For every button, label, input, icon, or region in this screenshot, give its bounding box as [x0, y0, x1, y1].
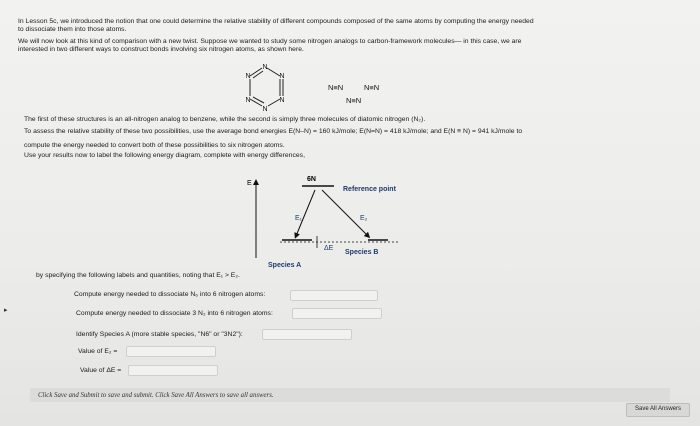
delta-e-label: ΔE: [324, 245, 334, 252]
body-line-1: The first of these structures is an all-nitrogen analog to benzene, while the second is simply three molecules of diatomic nitrogen (N₂).: [24, 116, 426, 123]
question-label-5: Value of ΔE =: [80, 367, 122, 374]
answer-field-dissociate-n6[interactable]: [290, 290, 378, 301]
body-line-4: Use your results now to label the following energy diagram, complete with energy differences,: [24, 152, 305, 159]
intro-line-3: We will now look at this kind of comparison with a new twist. Suppose we wanted to study some nitrogen analogs to carbon-framework molecules— in this case, we are: [18, 38, 522, 45]
specify-text: by specifying the following labels and quantities, noting that E₁ > E₂.: [36, 272, 240, 279]
structures-figure: [240, 58, 440, 114]
intro-line-2: to dissociate them into those atoms.: [18, 26, 127, 33]
ring-atom: N: [279, 73, 285, 80]
e2-label: E₂: [360, 215, 368, 222]
answer-field-dissociate-3n2[interactable]: [292, 308, 382, 319]
answer-field-e2[interactable]: [126, 346, 216, 357]
energy-diagram: [220, 170, 420, 274]
footer-instructions: Click Save and Submit to save and submit. Click Save All Answers to save all answers.: [38, 392, 274, 399]
ring-atom: N: [245, 73, 251, 80]
answer-field-species-a[interactable]: [262, 329, 352, 340]
intro-line-4: interested in two different ways to construct bonds involving six nitrogen atoms, as shown here.: [18, 46, 304, 53]
body-line-3: compute the energy needed to convert both of these possibilities to six nitrogen atoms.: [24, 142, 285, 149]
reference-level-label: 6N: [307, 176, 316, 183]
ring-atom: N: [262, 64, 268, 71]
n2-molecule: N≡N: [346, 96, 362, 105]
ring-atom: N: [279, 97, 285, 104]
question-label-3: Identify Species A (more stable species, "N6" or "3N2"):: [76, 331, 243, 338]
question-label-1: Compute energy needed to dissociate N₆ into 6 nitrogen atoms:: [74, 291, 266, 298]
ring-atom: N: [262, 106, 268, 113]
ring-atom: N: [245, 97, 251, 104]
intro-line-1: In Lesson 5c, we introduced the notion that one could determine the relative stability of different compounds composed of the same atoms by computing the energy needed: [18, 18, 534, 25]
energy-axis-label: E: [247, 180, 252, 187]
expand-arrow-icon[interactable]: ▸: [4, 307, 8, 314]
question-label-2: Compute energy needed to dissociate 3 N₂ into 6 nitrogen atoms:: [76, 310, 273, 317]
n2-molecule: N≡N: [364, 83, 380, 92]
answer-field-delta-e[interactable]: [128, 365, 218, 376]
e1-label: E₁: [295, 215, 303, 222]
body-line-2: To assess the relative stability of these two possibilities, use the average bond energies E(N–N) = 160 kJ/mole; E(N=N) = 418 kJ/mole; and E(N ≡ N) = 941 kJ/mole to: [24, 128, 523, 135]
species-b-label: Species B: [345, 249, 379, 256]
save-all-answers-button[interactable]: Save All Answers: [626, 403, 690, 417]
species-a-label: Species A: [268, 262, 302, 269]
e2-arrow: [322, 190, 368, 236]
reference-point-label: Reference point: [343, 186, 396, 193]
n2-molecule: N≡N: [328, 83, 344, 92]
question-label-4: Value of E₂ =: [78, 348, 118, 355]
e1-arrow: [296, 190, 315, 236]
